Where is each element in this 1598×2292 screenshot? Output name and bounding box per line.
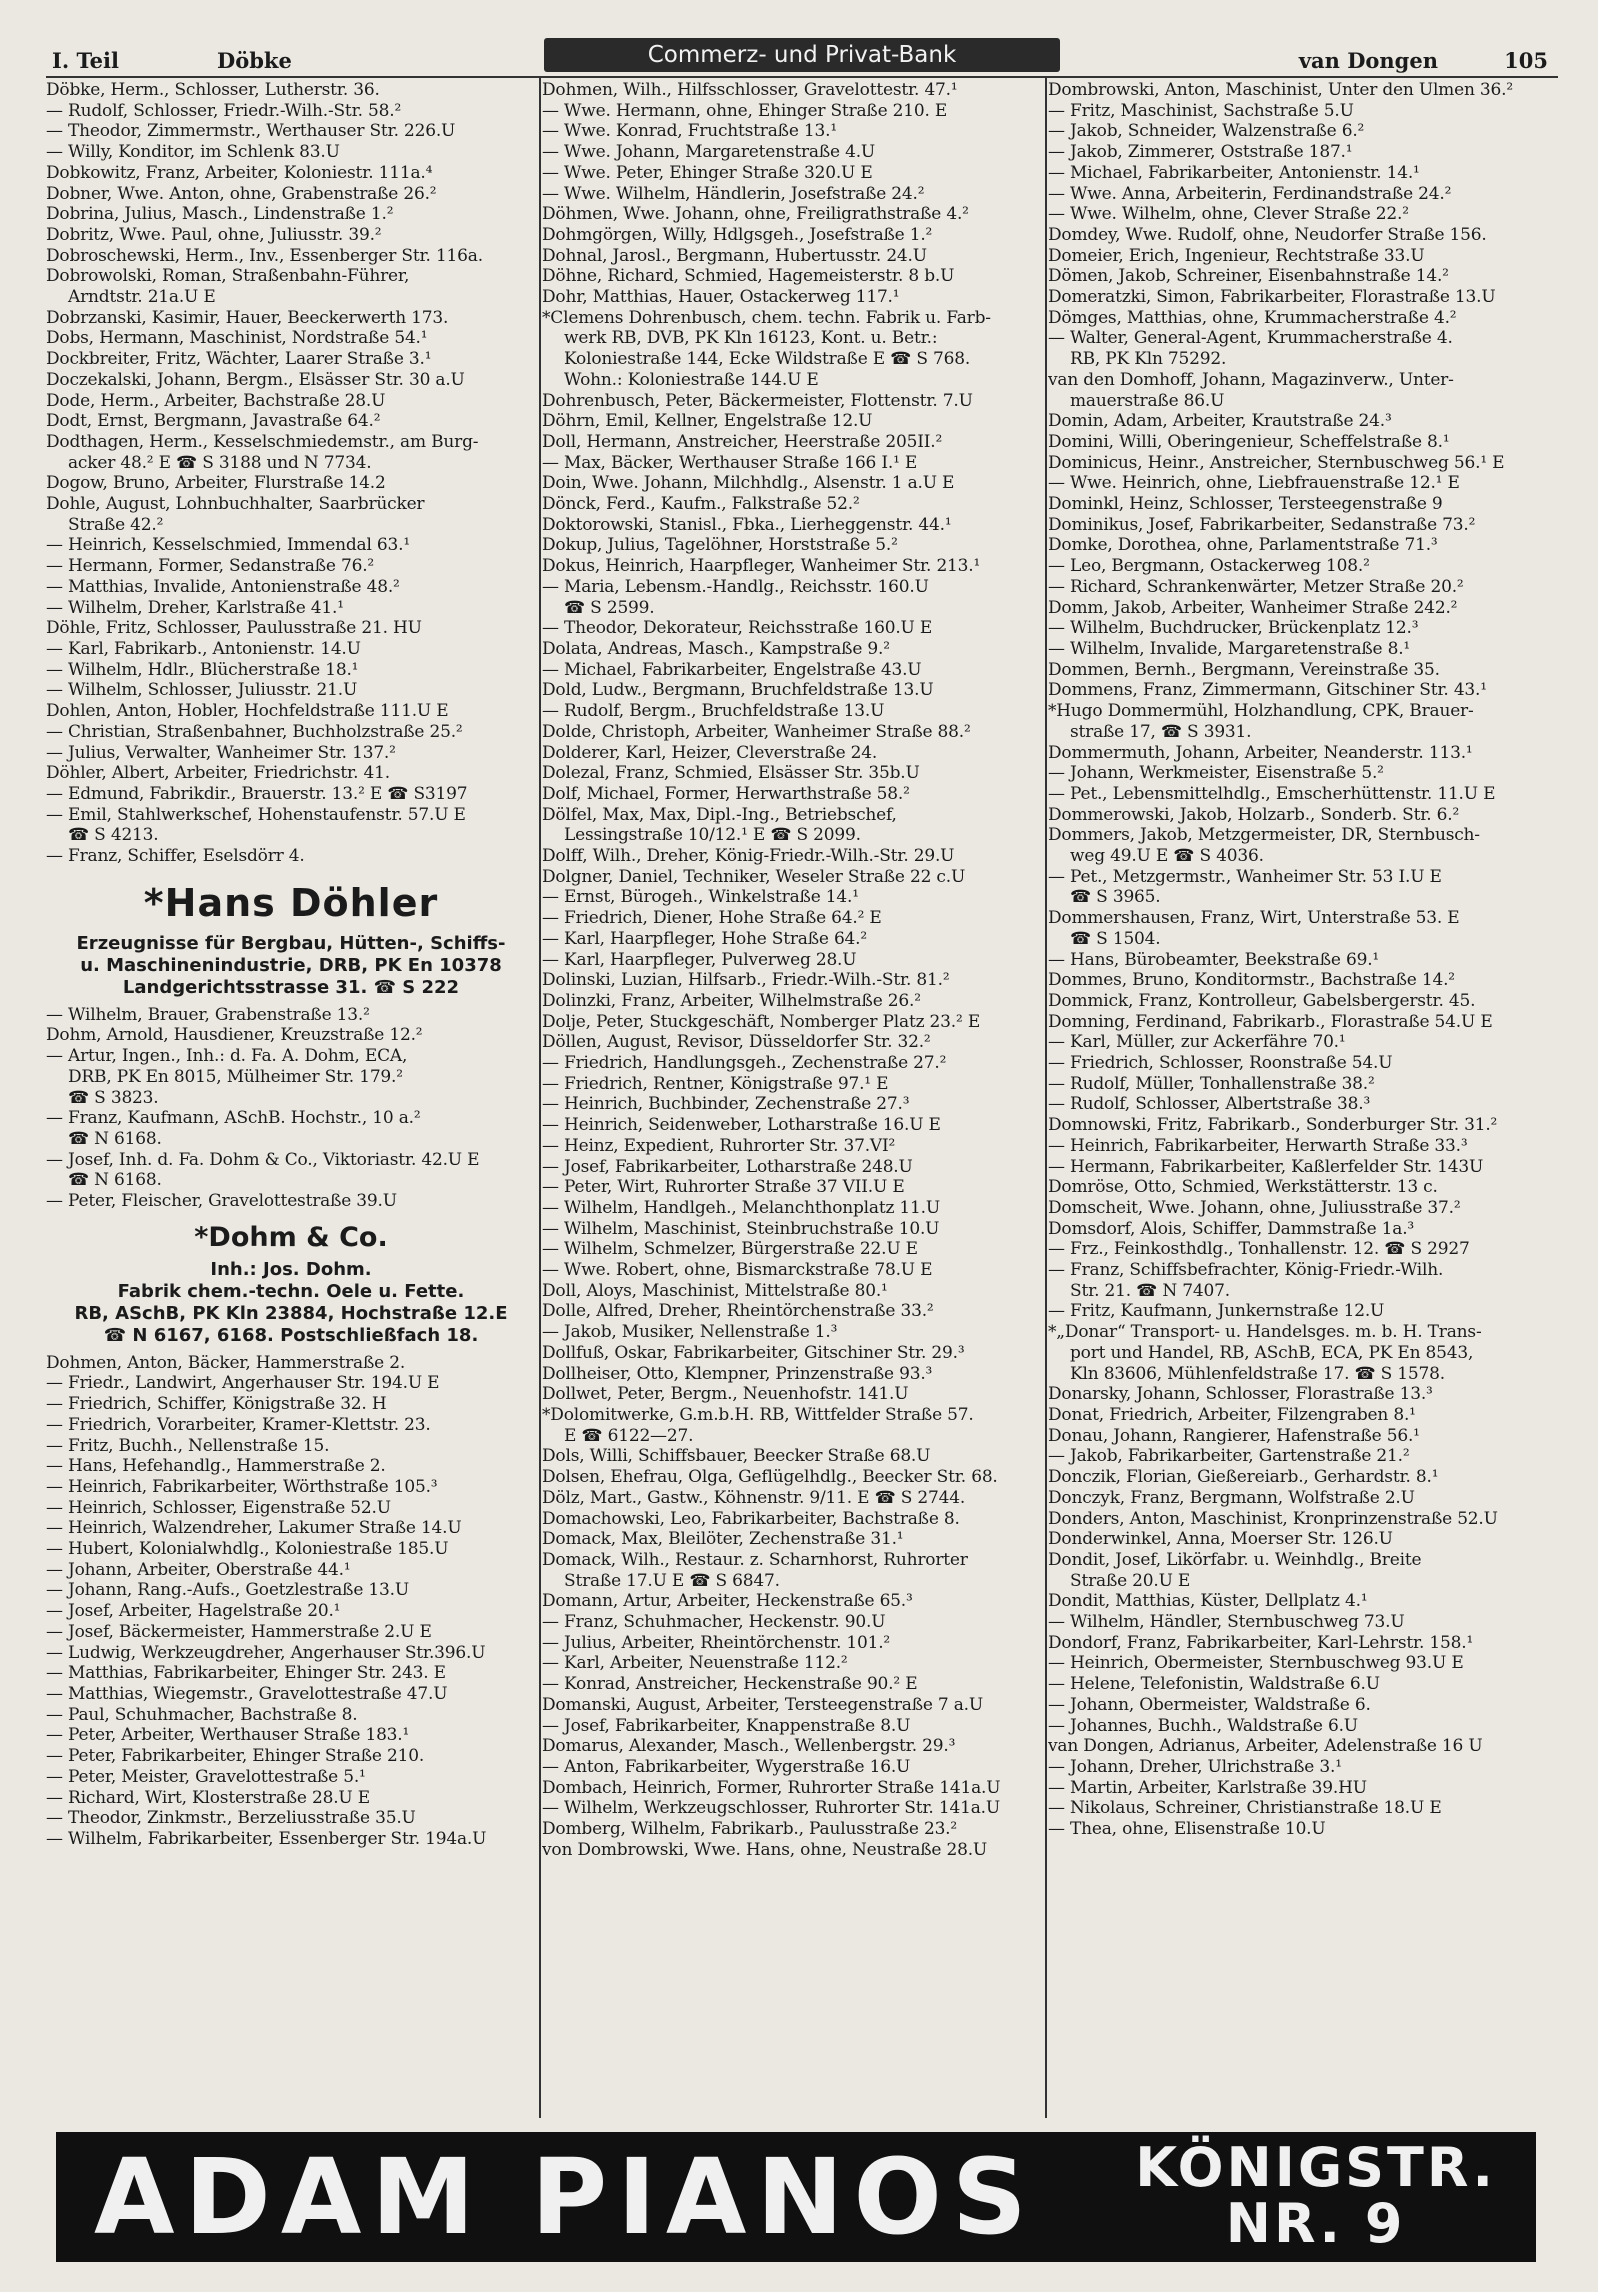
directory-entry: — Wilhelm, Schmelzer, Bürgerstraße 22.U E	[542, 1239, 918, 1260]
directory-entry: — Friedrich, Schlosser, Roonstraße 54.U	[1048, 1053, 1393, 1074]
directory-entry: — Wilhelm, Invalide, Margaretenstraße 8.¹	[1048, 638, 1411, 659]
column-3	[1048, 80, 1558, 1840]
directory-entry: — Matthias, Wiegemstr., Gravelottestraße 47.U	[46, 1684, 448, 1704]
directory-entry: — Leo, Bergmann, Ostackerweg 108.²	[1048, 556, 1370, 577]
directory-entry: — Fritz, Buchh., Nellenstraße 15.	[46, 1435, 330, 1456]
directory-entry: Dolinzki, Franz, Arbeiter, Wilhelmstraße 26.²	[542, 990, 921, 1011]
directory-entry: Arndtstr. 21a.U E	[68, 287, 216, 308]
directory-entry: Dommick, Franz, Kontrolleur, Gabelsbergerstr. 45.	[1048, 990, 1476, 1011]
ad-dohm-co	[46, 1222, 536, 1347]
directory-entry: ☎ S 3965.	[1070, 887, 1161, 908]
directory-entry: Dömen, Jakob, Schreiner, Eisenbahnstraße 14.²	[1048, 266, 1449, 287]
directory-entry: weg 49.U E ☎ S 4036.	[1070, 846, 1264, 867]
directory-entry: Dodt, Ernst, Bergmann, Javastraße 64.²	[46, 411, 381, 432]
ad-dohm-title: *Dohm & Co.	[194, 1221, 388, 1253]
directory-entry: Dobrina, Julius, Masch., Lindenstraße 1.²	[46, 204, 394, 225]
directory-entry: — Wilhelm, Werkzeugschlosser, Ruhrorter Str. 141a.U	[542, 1798, 1000, 1819]
directory-entry: — Helene, Telefonistin, Waldstraße 6.U	[1048, 1674, 1380, 1695]
directory-entry: — Wwe. Anna, Arbeiterin, Ferdinandstraße 24.²	[1048, 183, 1452, 204]
column-1	[46, 80, 536, 1850]
directory-entry: — Ernst, Bürogeh., Winkelstraße 14.¹	[542, 887, 859, 908]
directory-entry: Dogow, Bruno, Arbeiter, Flurstraße 14.2	[46, 473, 386, 494]
directory-entry: acker 48.² E ☎ S 3188 und N 7734.	[68, 452, 372, 473]
column-2	[542, 80, 1042, 1860]
directory-entry: Donat, Friedrich, Arbeiter, Filzengraben 8.¹	[1048, 1405, 1416, 1425]
directory-entry: — Hans, Bürobeamter, Beekstraße 69.¹	[1048, 949, 1380, 970]
directory-entry: Dohr, Matthias, Hauer, Ostackerweg 117.¹	[542, 287, 900, 308]
directory-entry: Döbke, Herm., Schlosser, Lutherstr. 36.	[46, 80, 380, 100]
directory-entry: — Johann, Obermeister, Waldstraße 6.	[1048, 1694, 1371, 1715]
directory-entry: — Thea, ohne, Elisenstraße 10.U	[1048, 1819, 1326, 1840]
entries-col1b	[46, 1005, 536, 1212]
directory-entry: — Rudolf, Bergm., Bruchfeldstraße 13.U	[542, 701, 885, 722]
directory-entry: — Artur, Ingen., Inh.: d. Fa. A. Dohm, ECA,	[46, 1046, 408, 1067]
directory-entry: *Dolomitwerke, G.m.b.H. RB, Wittfelder Straße 57.	[542, 1405, 974, 1425]
directory-entry: Dondit, Josef, Likörfabr. u. Weinhdlg., Breite	[1048, 1549, 1422, 1570]
directory-entry: ☎ S 1504.	[1070, 928, 1161, 949]
directory-entry: RB, PK Kln 75292.	[1070, 349, 1227, 370]
directory-entry: Domnowski, Fritz, Fabrikarb., Sonderburger Str. 31.²	[1048, 1115, 1498, 1136]
directory-entry: — Theodor, Dekorateur, Reichsstraße 160.U E	[542, 618, 933, 639]
directory-entry: — Wwe. Hermann, ohne, Ehinger Straße 210. E	[542, 100, 948, 121]
directory-entry: van den Domhoff, Johann, Magazinverw., Unter-	[1048, 369, 1454, 390]
directory-entry: — Karl, Haarpfleger, Hohe Straße 64.²	[542, 928, 867, 949]
directory-entry: Dommens, Franz, Zimmermann, Gitschiner Str. 43.¹	[1048, 680, 1487, 701]
banner-address	[1135, 2136, 1496, 2255]
directory-entry: — Peter, Meister, Gravelottestraße 5.¹	[46, 1766, 366, 1787]
page-header	[52, 42, 1558, 76]
directory-entry: — Hermann, Former, Sedanstraße 76.²	[46, 556, 375, 577]
directory-entry: Dolgner, Daniel, Techniker, Weseler Straße 22 c.U	[542, 866, 966, 887]
banner-address-line: NR. 9	[1225, 2192, 1406, 2255]
directory-entry: — Johannes, Buchh., Waldstraße 6.U	[1048, 1715, 1358, 1736]
ad-hans-doehler	[46, 881, 536, 999]
directory-entry: Wohn.: Koloniestraße 144.U E	[564, 369, 819, 390]
directory-entry: Domack, Wilh., Restaur. z. Scharnhorst, Ruhrorter	[542, 1549, 968, 1570]
directory-entry: — Franz, Schiffer, Eselsdörr 4.	[46, 846, 305, 867]
directory-entry: Domachowski, Leo, Fabrikarbeiter, Bachstraße 8.	[542, 1508, 960, 1529]
directory-entry: — Friedrich, Rentner, Königstraße 97.¹ E	[542, 1073, 889, 1094]
directory-entry: Dominkl, Heinz, Schlosser, Tersteegenstraße 9	[1048, 494, 1443, 515]
page-number: 105	[1504, 48, 1548, 73]
directory-entry: — Emil, Stahlwerkschef, Hohenstaufenstr. 57.U E	[46, 804, 466, 825]
directory-entry: Dockbreiter, Fritz, Wächter, Laarer Straße 3.¹	[46, 349, 432, 370]
directory-entry: — Richard, Wirt, Klosterstraße 28.U E	[46, 1787, 370, 1808]
directory-entry: — Heinrich, Fabrikarbeiter, Wörthstraße 105.³	[46, 1476, 438, 1497]
directory-entry: Dombrowski, Anton, Maschinist, Unter den Ulmen 36.²	[1048, 80, 1513, 100]
directory-entry: Dobrzanski, Kasimir, Hauer, Beeckerwerth 173.	[46, 307, 449, 328]
directory-entry: Dobrowolski, Roman, Straßenbahn-Führer,	[46, 266, 410, 287]
directory-entry: Dommermuth, Johann, Arbeiter, Neanderstr. 113.¹	[1048, 742, 1473, 763]
directory-entry: — Heinrich, Kesselschmied, Immendal 63.¹	[46, 535, 410, 556]
directory-entry: Domsdorf, Alois, Schiffer, Dammstraße 1a.³	[1048, 1218, 1415, 1239]
directory-entry: — Rudolf, Müller, Tonhallenstraße 38.²	[1048, 1073, 1375, 1094]
entries-col3	[1048, 80, 1558, 1840]
directory-entry: — Wwe. Heinrich, ohne, Liebfrauenstraße 12.¹ E	[1048, 473, 1460, 494]
directory-entry: Dolde, Christoph, Arbeiter, Wanheimer Straße 88.²	[542, 721, 971, 742]
directory-entry: — Johann, Werkmeister, Eisenstraße 5.²	[1048, 763, 1384, 784]
directory-entry: Dommers, Jakob, Metzgermeister, DR, Sternbusch-	[1048, 825, 1480, 846]
directory-entry: werk RB, DVB, PK Kln 16123, Kont. u. Betr.:	[564, 328, 938, 349]
directory-entry: — Peter, Fabrikarbeiter, Ehinger Straße 210.	[46, 1746, 425, 1767]
directory-entry: — Jakob, Fabrikarbeiter, Gartenstraße 21.²	[1048, 1446, 1410, 1467]
directory-entry: Kln 83606, Mühlenfeldstraße 17. ☎ S 1578.	[1070, 1363, 1445, 1384]
directory-entry: straße 17, ☎ S 3931.	[1070, 721, 1252, 742]
directory-entry: van Dongen, Adrianus, Arbeiter, Adelenstraße 16 U	[1048, 1736, 1483, 1757]
directory-entry: Dolsen, Ehefrau, Olga, Geflügelhdlg., Beecker Str. 68.	[542, 1467, 998, 1488]
directory-entry: — Wwe. Wilhelm, Händlerin, Josefstraße 24.²	[542, 183, 925, 204]
directory-entry: — Josef, Fabrikarbeiter, Knappenstraße 8.U	[542, 1715, 911, 1736]
directory-entry: Dommen, Bernh., Bergmann, Vereinstraße 35.	[1048, 659, 1440, 680]
directory-entry: Dollheiser, Otto, Klempner, Prinzenstraße 93.³	[542, 1363, 933, 1384]
directory-entry: — Michael, Fabrikarbeiter, Antonienstr. 14.¹	[1048, 162, 1420, 183]
directory-entry: Doin, Wwe. Johann, Milchhdlg., Alsenstr. 1 a.U E	[542, 473, 955, 494]
directory-entry: — Wilhelm, Dreher, Karlstraße 41.¹	[46, 597, 344, 618]
directory-entry: Doktorowski, Stanisl., Fbka., Lierheggenstr. 44.¹	[542, 514, 952, 535]
directory-entry: Dohmen, Anton, Bäcker, Hammerstraße 2.	[46, 1352, 406, 1373]
directory-entry: Domdey, Wwe. Rudolf, ohne, Neudorfer Straße 156.	[1048, 224, 1487, 245]
column-divider	[1045, 78, 1047, 2118]
entries-col1	[46, 80, 536, 867]
directory-entry: ☎ S 3823.	[68, 1087, 159, 1108]
header-rule	[46, 76, 1558, 78]
directory-entry: Döhne, Richard, Schmied, Hagemeisterstr. 8 b.U	[542, 266, 955, 287]
directory-entry: ☎ N 6168.	[68, 1128, 162, 1149]
directory-entry: Donderwinkel, Anna, Moerser Str. 126.U	[1048, 1529, 1393, 1550]
ad-dohm-line: Inh.: Jos. Dohm.	[210, 1258, 372, 1280]
directory-entry: — Pet., Lebensmittelhdlg., Emscherhüttenstr. 11.U E	[1048, 783, 1496, 804]
directory-entry: — Johann, Arbeiter, Oberstraße 44.¹	[46, 1559, 351, 1580]
entries-col2	[542, 80, 1042, 1860]
directory-entry: Dode, Herm., Arbeiter, Bachstraße 28.U	[46, 390, 386, 411]
ad-doehler-line: Erzeugnisse für Bergbau, Hütten-, Schiffs-	[76, 932, 506, 954]
directory-entry: Dobner, Wwe. Anton, ohne, Grabenstraße 26.²	[46, 183, 437, 204]
directory-entry: mauerstraße 86.U	[1070, 390, 1225, 411]
banner-main-text: ADAM PIANOS	[94, 2136, 1037, 2258]
directory-entry: ☎ S 2599.	[564, 597, 655, 618]
directory-entry: Domeier, Erich, Ingenieur, Rechtstraße 33.U	[1048, 245, 1425, 266]
directory-entry: — Martin, Arbeiter, Karlstraße 39.HU	[1048, 1777, 1367, 1798]
directory-entry: von Dombrowski, Wwe. Hans, ohne, Neustraße 28.U	[542, 1839, 988, 1860]
directory-entry: — Christian, Straßenbahner, Buchholzstraße 25.²	[46, 721, 463, 742]
directory-entry: — Friedrich, Handlungsgeh., Zechenstraße 27.²	[542, 1053, 947, 1074]
directory-entry: Dokup, Julius, Tagelöhner, Horststraße 5.²	[542, 535, 898, 556]
directory-entry: E ☎ 6122—27.	[564, 1425, 694, 1446]
directory-entry: — Wilhelm, Schlosser, Juliusstr. 21.U	[46, 680, 358, 701]
directory-entry: Straße 17.U E ☎ S 6847.	[564, 1570, 780, 1591]
directory-entry: — Theodor, Zinkmstr., Berzeliusstraße 35.U	[46, 1808, 416, 1829]
directory-entry: — Wwe. Peter, Ehinger Straße 320.U E	[542, 162, 873, 183]
directory-entry: Döhmen, Wwe. Johann, ohne, Freiligrathstraße 4.²	[542, 204, 969, 225]
last-entry-word: van Dongen	[1298, 48, 1438, 73]
directory-entry: — Rudolf, Schlosser, Friedr.-Wilh.-Str. 58.²	[46, 100, 402, 121]
directory-entry: Dohrenbusch, Peter, Bäckermeister, Flottenstr. 7.U	[542, 390, 973, 411]
ad-dohm-line: ☎ N 6167, 6168. Postschließfach 18.	[103, 1324, 479, 1346]
directory-entry: Domscheit, Wwe. Johann, ohne, Juliusstraße 37.²	[1048, 1197, 1461, 1218]
directory-entry: Dold, Ludw., Bergmann, Bruchfeldstraße 13.U	[542, 680, 934, 701]
directory-entry: — Josef, Fabrikarbeiter, Lotharstraße 248.U	[542, 1156, 913, 1177]
directory-entry: Dobs, Hermann, Maschinist, Nordstraße 54.¹	[46, 328, 428, 349]
directory-entry: Domning, Ferdinand, Fabrikarb., Florastraße 54.U E	[1048, 1011, 1493, 1032]
directory-entry: Dönck, Ferd., Kaufm., Falkstraße 52.²	[542, 494, 860, 515]
directory-entry: Str. 21. ☎ N 7407.	[1070, 1280, 1230, 1301]
directory-entry: Donczik, Florian, Gießereiarb., Gerhardstr. 8.¹	[1048, 1467, 1439, 1488]
directory-entry: — Josef, Inh. d. Fa. Dohm & Co., Viktoriastr. 42.U E	[46, 1149, 480, 1170]
directory-entry: Donczyk, Franz, Bergmann, Wolfstraße 2.U	[1048, 1487, 1415, 1508]
directory-entry: — Wilhelm, Buchdrucker, Brückenplatz 12.³	[1048, 618, 1419, 639]
directory-entry: Dondorf, Franz, Fabrikarbeiter, Karl-Lehrstr. 158.¹	[1048, 1632, 1474, 1653]
part-label: I. Teil	[52, 48, 119, 73]
directory-entry: Domin, Adam, Arbeiter, Krautstraße 24.³	[1048, 411, 1392, 432]
directory-entry: Dondit, Matthias, Küster, Dellplatz 4.¹	[1048, 1591, 1368, 1612]
directory-entry: Straße 20.U E	[1070, 1570, 1191, 1591]
ad-doehler-line: Landgerichtsstrasse 31. ☎ S 222	[122, 976, 460, 998]
directory-entry: Donders, Anton, Maschinist, Kronprinzenstraße 52.U	[1048, 1508, 1498, 1529]
directory-entry: Dolf, Michael, Former, Herwarthstraße 58.²	[542, 783, 910, 804]
directory-entry: Dols, Willi, Schiffsbauer, Beecker Straße 68.U	[542, 1446, 931, 1467]
directory-entry: Dobkowitz, Franz, Arbeiter, Koloniestr. 111a.⁴	[46, 162, 433, 183]
directory-entry: — Willy, Konditor, im Schlenk 83.U	[46, 142, 340, 163]
directory-entry: Domberg, Wilhelm, Fabrikarb., Paulusstraße 23.²	[542, 1819, 958, 1840]
directory-entry: Domini, Willi, Oberingenieur, Scheffelstraße 8.¹	[1048, 431, 1450, 452]
directory-entry: — Frz., Feinkosthdlg., Tonhallenstr. 12. ☎ S 2927	[1048, 1239, 1470, 1260]
directory-entry: — Jakob, Zimmerer, Oststraße 187.¹	[1048, 142, 1353, 163]
directory-entry: Dollwet, Peter, Bergm., Neuenhofstr. 141.U	[542, 1384, 909, 1405]
directory-entry: Dombach, Heinrich, Former, Ruhrorter Straße 141a.U	[542, 1777, 1001, 1798]
directory-entry: Donarsky, Johann, Schlosser, Florastraße 13.³	[1048, 1384, 1433, 1405]
directory-entry: Straße 42.²	[68, 514, 164, 535]
directory-entry: — Hans, Hefehandlg., Hammerstraße 2.	[46, 1456, 386, 1477]
banner-address-line: KÖNIGSTR.	[1135, 2136, 1496, 2199]
directory-entry: — Friedrich, Vorarbeiter, Kramer-Klettstr. 23.	[46, 1414, 431, 1435]
directory-entry: — Karl, Haarpfleger, Pulverweg 28.U	[542, 949, 857, 970]
directory-entry: Dolinski, Luzian, Hilfsarb., Friedr.-Wilh.-Str. 81.²	[542, 970, 950, 991]
directory-entry: DRB, PK En 8015, Mülheimer Str. 179.²	[68, 1066, 403, 1087]
directory-entry: — Wilhelm, Brauer, Grabenstraße 13.²	[46, 1004, 370, 1025]
directory-entry: — Nikolaus, Schreiner, Christianstraße 18.U E	[1048, 1798, 1442, 1819]
directory-entry: Lessingstraße 10/12.¹ E ☎ S 2099.	[564, 825, 861, 846]
directory-entry: Dolata, Andreas, Masch., Kampstraße 9.²	[542, 638, 890, 659]
directory-entry: — Franz, Schiffsbefrachter, König-Friedr.-Wilh.	[1048, 1260, 1444, 1281]
directory-entry: — Wwe. Robert, ohne, Bismarckstraße 78.U E	[542, 1260, 933, 1281]
directory-entry: Dohmen, Wilh., Hilfsschlosser, Gravelottestr. 47.¹	[542, 80, 958, 100]
directory-entry: — Heinrich, Buchbinder, Zechenstraße 27.³	[542, 1094, 910, 1115]
directory-entry: — Wwe. Konrad, Fruchtstraße 13.¹	[542, 121, 837, 142]
directory-entry: — Josef, Arbeiter, Hagelstraße 20.¹	[46, 1601, 341, 1622]
directory-entry: — Karl, Müller, zur Ackerfähre 70.¹	[1048, 1032, 1346, 1053]
directory-entry: Dominicus, Heinr., Anstreicher, Sternbuschweg 56.¹ E	[1048, 452, 1505, 473]
directory-entry: — Heinz, Expedient, Ruhrorter Str. 37.VI²	[542, 1135, 896, 1156]
directory-entry: — Max, Bäcker, Werthauser Straße 166 I.¹ E	[542, 452, 918, 473]
directory-entry: — Wilhelm, Handlgeh., Melanchthonplatz 11.U	[542, 1197, 940, 1218]
directory-entry: Dodthagen, Herm., Kesselschmiedemstr., am Burg-	[46, 431, 479, 452]
directory-entry: Domke, Dorothea, ohne, Parlamentstraße 71.³	[1048, 535, 1438, 556]
directory-entry: Domarus, Alexander, Masch., Wellenbergstr. 29.³	[542, 1736, 956, 1757]
directory-entry: — Hermann, Fabrikarbeiter, Kaßlerfelder Str. 143U	[1048, 1156, 1484, 1177]
directory-entry: Domröse, Otto, Schmied, Werkstätterstr. 13 c.	[1048, 1177, 1438, 1198]
directory-entry: — Peter, Fleischer, Gravelottestraße 39.U	[46, 1191, 397, 1212]
directory-entry: — Pet., Metzgermstr., Wanheimer Str. 53 I.U E	[1048, 866, 1442, 887]
directory-entry: Dohnal, Jarosl., Bergmann, Hubertusstr. 24.U	[542, 245, 927, 266]
directory-entry: Döhle, Fritz, Schlosser, Paulusstraße 21. HU	[46, 618, 422, 639]
directory-entry: — Peter, Arbeiter, Werthauser Straße 183.¹	[46, 1725, 410, 1746]
directory-entry: Dölfel, Max, Max, Dipl.-Ing., Betriebschef,	[542, 804, 897, 825]
directory-entry: Dominikus, Josef, Fabrikarbeiter, Sedanstraße 73.²	[1048, 514, 1476, 535]
directory-entry: *„Donar“ Transport- u. Handelsges. m. b. H. Trans-	[1048, 1322, 1482, 1343]
directory-entry: Dobritz, Wwe. Paul, ohne, Juliusstr. 39.²	[46, 224, 382, 245]
directory-entry: Domann, Artur, Arbeiter, Heckenstraße 65.³	[542, 1591, 913, 1612]
directory-entry: Dommes, Bruno, Konditormstr., Bachstraße 14.²	[1048, 970, 1455, 991]
directory-entry: — Julius, Verwalter, Wanheimer Str. 137.²	[46, 742, 396, 763]
directory-entry: — Heinrich, Seidenweber, Lotharstraße 16.U E	[542, 1115, 941, 1136]
directory-entry: — Jakob, Musiker, Nellenstraße 1.³	[542, 1322, 838, 1343]
directory-entry: Dollfuß, Oskar, Fabrikarbeiter, Gitschiner Str. 29.³	[542, 1342, 965, 1363]
directory-entry: — Matthias, Fabrikarbeiter, Ehinger Str. 243. E	[46, 1663, 446, 1684]
directory-entry: Döllen, August, Revisor, Düsseldorfer Str. 32.²	[542, 1032, 931, 1053]
directory-entry: Dohle, August, Lohnbuchhalter, Saarbrücker	[46, 494, 425, 515]
directory-entry: — Anton, Fabrikarbeiter, Wygerstraße 16.U	[542, 1756, 911, 1777]
directory-entry: Dohlen, Anton, Hobler, Hochfeldstraße 111.U E	[46, 701, 449, 722]
ad-dohm-line: RB, ASchB, PK Kln 23884, Hochstraße 12.E	[74, 1302, 508, 1324]
column-divider	[539, 78, 541, 2118]
directory-entry: Dommerowski, Jakob, Holzarb., Sonderb. Str. 6.²	[1048, 804, 1460, 825]
directory-entry: — Wwe. Wilhelm, ohne, Clever Straße 22.²	[1048, 204, 1409, 225]
directory-entry: — Franz, Kaufmann, ASchB. Hochstr., 10 a.²	[46, 1108, 421, 1129]
directory-entry: Döhler, Albert, Arbeiter, Friedrichstr. 41.	[46, 763, 390, 784]
directory-entry: — Heinrich, Fabrikarbeiter, Herwarth Straße 33.³	[1048, 1135, 1468, 1156]
directory-entry: Dolezal, Franz, Schmied, Elsässer Str. 35b.U	[542, 763, 920, 784]
directory-entry: Dölz, Mart., Gastw., Köhnenstr. 9/11. E ☎ S 2744.	[542, 1487, 966, 1508]
directory-entry: — Maria, Lebensm.-Handlg., Reichsstr. 160.U	[542, 576, 929, 597]
directory-entry: *Clemens Dohrenbusch, chem. techn. Fabrik u. Farb-	[542, 307, 991, 328]
directory-entry: — Hubert, Kolonialwhdlg., Koloniestraße 185.U	[46, 1539, 449, 1560]
directory-entry: Dokus, Heinrich, Haarpfleger, Wanheimer Str. 213.¹	[542, 556, 981, 577]
directory-entry: Doczekalski, Johann, Bergm., Elsässer Str. 30 a.U	[46, 369, 465, 390]
directory-entry: — Matthias, Invalide, Antonienstraße 48.²	[46, 576, 400, 597]
directory-entry: Dohmgörgen, Willy, Hdlgsgeh., Josefstraße 1.²	[542, 224, 933, 245]
directory-entry: — Johann, Dreher, Ulrichstraße 3.¹	[1048, 1756, 1342, 1777]
first-entry-word: Döbke	[217, 48, 292, 73]
directory-entry: Dolje, Peter, Stuckgeschäft, Nomberger Platz 23.² E	[542, 1011, 981, 1032]
directory-entry: — Karl, Arbeiter, Neuenstraße 112.²	[542, 1653, 848, 1674]
directory-entry: Domack, Max, Bleilöter, Zechenstraße 31.¹	[542, 1529, 904, 1550]
directory-entry: — Heinrich, Walzendreher, Lakumer Straße 14.U	[46, 1518, 462, 1539]
directory-entry: ☎ N 6168.	[68, 1170, 162, 1191]
directory-entry: Doll, Aloys, Maschinist, Mittelstraße 80.¹	[542, 1280, 888, 1301]
adam-pianos-banner	[56, 2132, 1536, 2262]
directory-entry: — Fritz, Maschinist, Sachstraße 5.U	[1048, 100, 1354, 121]
directory-entry: — Josef, Bäckermeister, Hammerstraße 2.U E	[46, 1621, 432, 1642]
directory-entry: — Johann, Rang.-Aufs., Goetzlestraße 13.U	[46, 1580, 409, 1601]
directory-entry: — Friedrich, Schiffer, Königstraße 32. H	[46, 1394, 387, 1415]
directory-entry: Koloniestraße 144, Ecke Wildstraße E ☎ S 768.	[564, 349, 971, 370]
directory-entry: — Paul, Schuhmacher, Bachstraße 8.	[46, 1704, 358, 1725]
directory-entry: Dömges, Matthias, ohne, Krummacherstraße 4.²	[1048, 307, 1457, 328]
directory-entry: — Walter, General-Agent, Krummacherstraße 4.	[1048, 328, 1453, 349]
directory-entry: — Edmund, Fabrikdir., Brauerstr. 13.² E ☎ S3197	[46, 783, 468, 804]
directory-entry: — Wilhelm, Händler, Sternbuschweg 73.U	[1048, 1612, 1405, 1633]
directory-entry: Domanski, August, Arbeiter, Tersteegenstraße 7 a.U	[542, 1694, 983, 1715]
directory-entry: Doll, Hermann, Anstreicher, Heerstraße 205II.²	[542, 431, 943, 452]
directory-entry: — Wwe. Johann, Margaretenstraße 4.U	[542, 142, 876, 163]
ad-doehler-title: *Hans Döhler	[143, 880, 439, 925]
directory-entry: Dobroschewski, Herm., Inv., Essenberger Str. 116a.	[46, 245, 483, 266]
directory-entry: Dommershausen, Franz, Wirt, Unterstraße 53. E	[1048, 908, 1460, 929]
bank-banner: Commerz- und Privat-Bank	[544, 38, 1060, 72]
directory-entry: — Wilhelm, Maschinist, Steinbruchstraße 10.U	[542, 1218, 940, 1239]
directory-entry: Dolderer, Karl, Heizer, Cleverstraße 24.	[542, 742, 878, 763]
ad-dohm-line: Fabrik chem.-techn. Oele u. Fette.	[117, 1280, 465, 1302]
directory-entry: Dohm, Arnold, Hausdiener, Kreuzstraße 12.²	[46, 1025, 423, 1046]
directory-entry: ☎ S 4213.	[68, 825, 159, 846]
directory-entry: — Ludwig, Werkzeugdreher, Angerhauser Str.396.U	[46, 1642, 486, 1663]
directory-entry: port und Handel, RB, ASchB, ECA, PK En 8543,	[1070, 1342, 1474, 1363]
directory-entry: Domeratzki, Simon, Fabrikarbeiter, Florastraße 13.U	[1048, 287, 1496, 308]
directory-entry: Donau, Johann, Rangierer, Hafenstraße 56.¹	[1048, 1425, 1420, 1446]
directory-entry: *Hugo Dommermühl, Holzhandlung, CPK, Brauer-	[1048, 701, 1474, 722]
directory-entry: — Heinrich, Obermeister, Sternbuschweg 93.U E	[1048, 1653, 1464, 1674]
ad-doehler-line: u. Maschinenindustrie, DRB, PK En 10378	[80, 954, 502, 976]
entries-col1c	[46, 1353, 536, 1850]
directory-entry: — Julius, Arbeiter, Rheintörchenstr. 101.²	[542, 1632, 891, 1653]
directory-entry: — Friedr., Landwirt, Angerhauser Str. 194.U E	[46, 1373, 440, 1394]
directory-entry: Dolff, Wilh., Dreher, König-Friedr.-Wilh.-Str. 29.U	[542, 846, 955, 867]
directory-entry: — Heinrich, Schlosser, Eigenstraße 52.U	[46, 1497, 391, 1518]
directory-entry: — Fritz, Kaufmann, Junkernstraße 12.U	[1048, 1301, 1385, 1322]
directory-entry: Domm, Jakob, Arbeiter, Wanheimer Straße 242.²	[1048, 597, 1458, 618]
directory-entry: — Friedrich, Diener, Hohe Straße 64.² E	[542, 908, 882, 929]
directory-entry: — Richard, Schrankenwärter, Metzer Straße 20.²	[1048, 576, 1464, 597]
directory-entry: — Rudolf, Schlosser, Albertstraße 38.³	[1048, 1094, 1371, 1115]
directory-entry: Döhrn, Emil, Kellner, Engelstraße 12.U	[542, 411, 873, 432]
directory-entry: — Franz, Schuhmacher, Heckenstr. 90.U	[542, 1612, 886, 1633]
directory-entry: — Konrad, Anstreicher, Heckenstraße 90.² E	[542, 1674, 918, 1695]
directory-entry: — Michael, Fabrikarbeiter, Engelstraße 43.U	[542, 659, 922, 680]
directory-entry: — Karl, Fabrikarb., Antonienstr. 14.U	[46, 638, 361, 659]
directory-entry: Dolle, Alfred, Dreher, Rheintörchenstraße 33.²	[542, 1301, 934, 1322]
directory-entry: — Jakob, Schneider, Walzenstraße 6.²	[1048, 121, 1365, 142]
directory-entry: — Theodor, Zimmermstr., Werthauser Str. 226.U	[46, 121, 456, 142]
directory-entry: — Wilhelm, Hdlr., Blücherstraße 18.¹	[46, 659, 359, 680]
directory-entry: — Wilhelm, Fabrikarbeiter, Essenberger Str. 194a.U	[46, 1828, 487, 1849]
directory-entry: — Peter, Wirt, Ruhrorter Straße 37 VII.U E	[542, 1177, 905, 1198]
